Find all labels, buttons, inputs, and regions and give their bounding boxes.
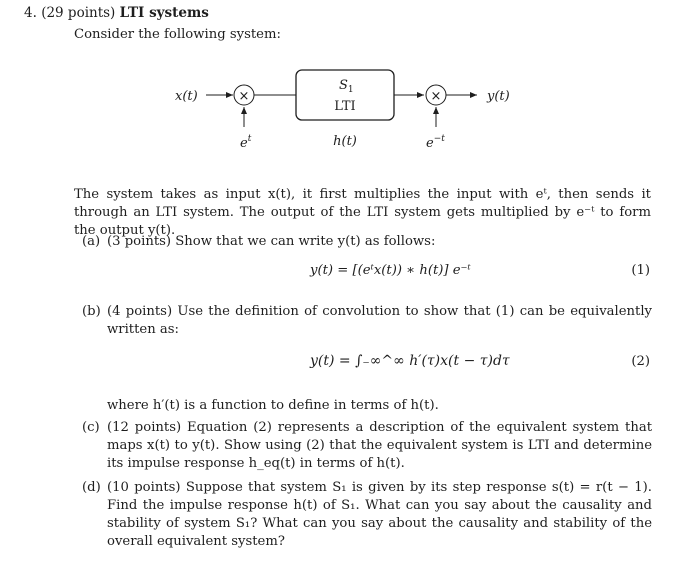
multiplier-2 <box>426 85 446 105</box>
problem-heading <box>24 4 209 22</box>
impulse-response-label: h(t) <box>333 134 357 149</box>
multiplier-1 <box>234 85 254 105</box>
problem-number: 4. <box>24 5 37 21</box>
equation-2-number: (2) <box>631 354 650 369</box>
part-b-label: (b) <box>82 304 101 319</box>
part-a-label: (a) <box>82 234 101 249</box>
problem-title: LTI systems <box>119 5 209 21</box>
multiplier-1-label: $e^t$ <box>240 134 252 151</box>
problem-intro: Consider the following system: <box>74 27 281 42</box>
multiplier-1-symbol: × <box>238 89 250 104</box>
part-a-text: (3 points) Show that we can write y(t) as follows: <box>107 234 436 249</box>
part-b-note: where h′(t) is a function to define in terms of h(t). <box>107 398 439 413</box>
multiplier-2-symbol: × <box>430 89 442 104</box>
output-signal-label: y(t) <box>487 89 510 104</box>
block-diagram <box>0 55 700 165</box>
block-type: LTI <box>334 99 356 114</box>
system-description: The system takes as input x(t), it first multiplies the input with eᵗ, then sends it through an LTI system. The output of the LTI system gets multiplied by e⁻ᵗ to form the output y(t). <box>74 187 651 238</box>
equation-1: y(t) = [(eᵗx(t)) ∗ h(t)] e⁻ᵗ <box>310 263 471 278</box>
equation-2: y(t) = ∫₋∞^∞ h′(τ)x(t − τ)dτ <box>310 353 510 369</box>
block-name: $S_1$ <box>339 78 354 95</box>
multiplier-2-label: $e^{-t}$ <box>426 134 445 151</box>
equation-1-number: (1) <box>631 263 650 278</box>
part-c-text: (12 points) Equation (2) represents a description of the equivalent system that maps x(t) to y(t). Show using (2) that the equivalent system is LTI and determine its impulse response h_eq(t) in terms of h(t). <box>107 420 652 471</box>
problem-points: (29 points) <box>41 5 116 21</box>
part-d-label: (d) <box>82 480 101 495</box>
part-d-text: (10 points) Suppose that system S₁ is given by its step response s(t) = r(t − 1). Find the impulse response h(t) of S₁. What can you say about the causality and stability of system S₁? What can you say about the causality and stability of the overall equivalent system? <box>107 480 652 549</box>
part-c-label: (c) <box>82 420 100 435</box>
part-b-text: (4 points) Use the definition of convolution to show that (1) can be equivalently written as: <box>107 304 652 337</box>
input-signal-label: x(t) <box>175 89 198 104</box>
